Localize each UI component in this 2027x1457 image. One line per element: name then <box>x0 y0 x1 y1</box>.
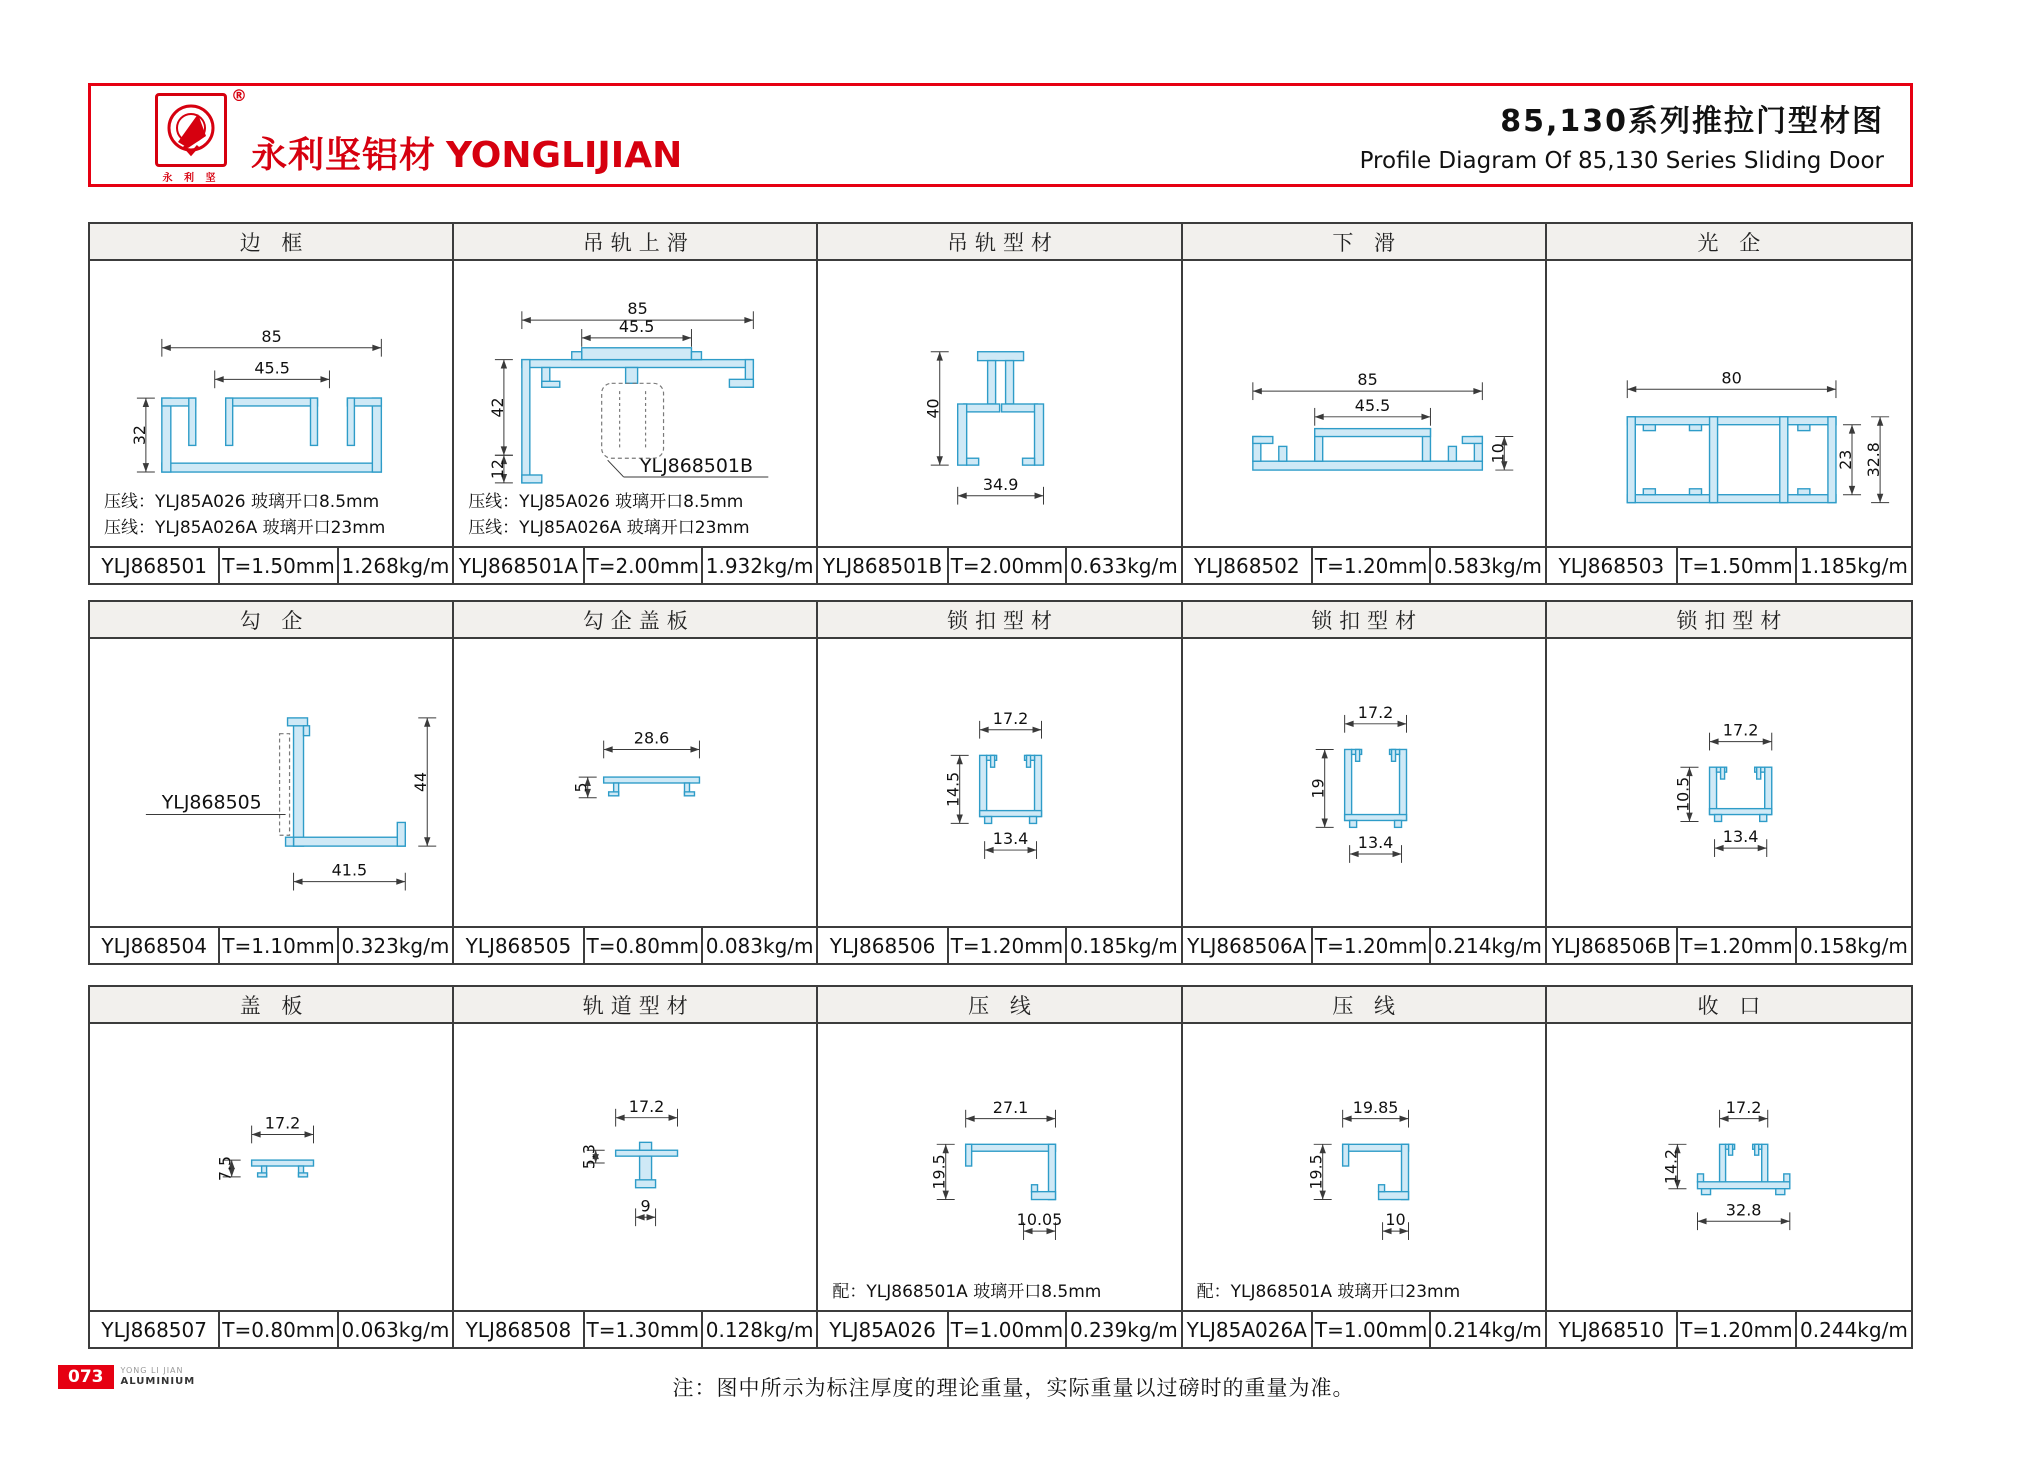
profile-shape <box>1252 429 1481 470</box>
profile-drawing <box>1183 1024 1545 1310</box>
dim-height <box>924 352 949 465</box>
profile-title: 光 企 <box>1547 224 1911 261</box>
note-line: 压线：YLJ85A026 玻璃开口8.5mm <box>468 492 744 512</box>
profile-notes <box>832 1280 1101 1306</box>
dim-height <box>1308 749 1333 827</box>
weight: 0.583kg/m <box>1434 553 1542 578</box>
profile-drawing <box>1547 261 1911 546</box>
profile-spec-row <box>90 546 452 583</box>
part-label: YLJ868501B <box>640 456 754 478</box>
dim-width-inner <box>1349 833 1401 863</box>
dim-value: 34.9 <box>983 474 1019 494</box>
profile-drawing <box>1547 1024 1911 1310</box>
profile-drawing <box>1183 639 1545 926</box>
brand-name <box>251 127 682 178</box>
profile-cell <box>1547 224 1911 583</box>
profile-spec-row <box>1547 1310 1911 1347</box>
profile-spec-row <box>1547 546 1911 583</box>
dim-width-inner <box>1382 1210 1408 1240</box>
dim-width <box>980 709 1042 739</box>
dim-width-inner <box>582 317 692 347</box>
weight: 0.239kg/m <box>1069 1317 1178 1342</box>
profile-spec-row <box>454 546 816 583</box>
profile-diagram <box>90 1024 452 1310</box>
dim-height <box>572 777 597 798</box>
dim-value: 5.3 <box>579 1144 599 1170</box>
dim-value: 19.5 <box>930 1154 950 1190</box>
model-number: YLJ85A026A <box>1183 1312 1313 1347</box>
profile-diagram <box>90 261 452 546</box>
page-number: 073 <box>58 1365 114 1389</box>
profile-title: 勾 企 <box>90 602 452 639</box>
dim-value: 85 <box>1357 370 1378 390</box>
weight: 0.244kg/m <box>1800 1317 1908 1342</box>
model-number: YLJ868502 <box>1183 548 1313 583</box>
dim-width <box>1709 721 1771 751</box>
dim-value: 32.8 <box>1863 442 1883 478</box>
profile-shape <box>286 718 406 846</box>
dim-height2 <box>488 455 513 483</box>
profile-notes <box>1197 1280 1461 1306</box>
dim-width <box>958 475 1044 505</box>
profile-diagram <box>1183 1024 1545 1310</box>
profile-spec-row <box>818 926 1180 963</box>
profile-title: 锁扣型材 <box>1183 602 1545 639</box>
profile-table-row3 <box>88 985 1913 1349</box>
dim-value: 19.5 <box>1306 1154 1326 1190</box>
profile-title: 压 线 <box>818 987 1180 1024</box>
weight: 0.214kg/m <box>1434 1317 1542 1342</box>
profile-shape <box>1344 749 1406 827</box>
thickness: T=1.20mm <box>949 928 1067 963</box>
dim-width <box>1719 1098 1767 1128</box>
profile-diagram <box>818 261 1180 546</box>
profile-drawing <box>90 639 452 926</box>
profile-title: 压 线 <box>1183 987 1545 1024</box>
dim-width <box>252 1114 314 1144</box>
dim-width <box>294 861 406 891</box>
profile-drawing <box>818 261 1180 546</box>
profile-shape <box>1709 767 1771 821</box>
dim-value: 19.85 <box>1352 1097 1399 1117</box>
dim-value: 10.5 <box>1673 776 1693 812</box>
dim-value: 13.4 <box>1722 827 1759 847</box>
note-line: 配：YLJ868501A 玻璃开口8.5mm <box>832 1281 1102 1302</box>
profile-spec-row <box>1183 1310 1545 1347</box>
profile-cell <box>818 224 1182 583</box>
weight: 0.128kg/m <box>705 1317 814 1342</box>
dim-value: 42 <box>487 397 508 418</box>
weight: 1.932kg/m <box>705 553 814 578</box>
dim-width-inner <box>636 1196 656 1226</box>
badge-brand-line: YONG LI JIAN <box>120 1366 184 1376</box>
model-number: YLJ868507 <box>90 1312 220 1347</box>
dim-value: 9 <box>640 1196 651 1216</box>
dim-value: 14.5 <box>943 771 964 807</box>
weight: 0.323kg/m <box>341 933 450 958</box>
profile-spec-row <box>1547 926 1911 963</box>
profile-cell <box>90 224 454 583</box>
dim-value: 17.2 <box>1725 1097 1762 1117</box>
weight: 1.268kg/m <box>341 553 450 578</box>
dim-width-inner <box>985 829 1037 859</box>
profile-shape <box>616 1142 678 1187</box>
model-number: YLJ868503 <box>1547 548 1678 583</box>
dim-value: 10 <box>1384 1210 1406 1230</box>
thickness: T=1.20mm <box>1678 1312 1797 1347</box>
model-number: YLJ85A026 <box>818 1312 948 1347</box>
profile-spec-row <box>1183 546 1545 583</box>
profile-title: 边 框 <box>90 224 452 261</box>
profile-diagram <box>1183 639 1545 926</box>
profile-cell <box>454 602 818 963</box>
thickness: T=2.00mm <box>585 548 703 583</box>
weight: 1.185kg/m <box>1800 553 1908 578</box>
profile-drawing <box>1183 261 1545 546</box>
registered-mark: ® <box>231 86 247 105</box>
dim-value: 17.2 <box>1357 702 1393 722</box>
profile-drawing <box>818 639 1180 926</box>
dim-height <box>580 1144 605 1169</box>
profile-shape <box>958 352 1044 465</box>
profile-diagram <box>454 261 816 546</box>
part-label: YLJ868505 <box>161 792 262 814</box>
thickness: T=1.20mm <box>1313 548 1431 583</box>
brand-name-cn: 永利坚铝材 <box>251 135 437 176</box>
model-number: YLJ868510 <box>1547 1312 1678 1347</box>
profile-table-row1 <box>88 222 1913 585</box>
dim-width <box>604 729 700 759</box>
dim-width <box>616 1097 678 1127</box>
dim-height <box>1488 437 1513 471</box>
brand-logo-caption: 永 利 坚 <box>162 173 220 184</box>
profile-shape <box>1627 417 1836 503</box>
profile-spec-row <box>1183 926 1545 963</box>
weight: 0.083kg/m <box>705 933 814 958</box>
profile-cell <box>818 987 1182 1347</box>
dim-height <box>1673 767 1698 821</box>
profile-diagram <box>818 639 1180 926</box>
profile-drawing <box>454 639 816 926</box>
profile-title: 吊轨型材 <box>818 224 1180 261</box>
profile-drawing <box>454 1024 816 1310</box>
thickness: T=2.00mm <box>949 548 1067 583</box>
dim-width <box>1627 368 1836 398</box>
note-line: 压线：YLJ85A026A 玻璃开口23mm <box>104 517 386 538</box>
profile-cell <box>818 602 1182 963</box>
model-number: YLJ868501B <box>818 548 948 583</box>
profile-cell <box>1183 224 1547 583</box>
thickness: T=0.80mm <box>585 928 703 963</box>
profile-title: 盖 板 <box>90 987 452 1024</box>
thickness: T=1.50mm <box>1678 548 1797 583</box>
profile-shape <box>1342 1144 1408 1199</box>
weight: 0.158kg/m <box>1800 933 1908 958</box>
profile-cell <box>1547 987 1911 1347</box>
note-line: 压线：YLJ85A026 玻璃开口8.5mm <box>104 492 380 512</box>
profile-title: 锁扣型材 <box>818 602 1180 639</box>
dim-height <box>488 360 513 456</box>
profile-diagram <box>818 1024 1180 1310</box>
thickness: T=1.00mm <box>1313 1312 1431 1347</box>
dim-width <box>1342 1098 1408 1128</box>
profile-cell <box>454 987 818 1347</box>
dim-value: 17.2 <box>993 708 1029 728</box>
weight: 0.063kg/m <box>341 1317 450 1342</box>
profile-cell <box>1183 602 1547 963</box>
model-number: YLJ868508 <box>454 1312 584 1347</box>
dim-height <box>216 1156 241 1181</box>
thickness: T=1.50mm <box>220 548 338 583</box>
dim-height <box>130 398 155 472</box>
dim-value: 28.6 <box>633 728 670 748</box>
profile-shape <box>162 398 382 472</box>
dim-value: 10 <box>1487 443 1507 464</box>
thickness: T=1.00mm <box>949 1312 1067 1347</box>
weight: 0.214kg/m <box>1434 933 1542 958</box>
weight: 0.633kg/m <box>1069 553 1178 578</box>
model-number: YLJ868501 <box>90 548 220 583</box>
dim-width-inner <box>215 359 330 389</box>
roller-dashed <box>602 383 664 458</box>
profile-cell <box>1547 602 1911 963</box>
dim-value: 32.8 <box>1725 1200 1762 1220</box>
weight: 0.185kg/m <box>1069 933 1178 958</box>
dim-value: 45.5 <box>254 358 290 378</box>
profile-title: 勾企盖板 <box>454 602 816 639</box>
dim-value: 19 <box>1308 778 1328 799</box>
page-badge <box>58 1365 195 1389</box>
profile-drawing <box>1547 639 1911 926</box>
profile-spec-row <box>454 1310 816 1347</box>
dim-value: 44 <box>411 771 431 793</box>
page-title-cn: 85,130系列推拉门型材图 <box>1500 104 1884 139</box>
dim-height <box>930 1144 955 1199</box>
page-title-group <box>1360 96 1884 174</box>
brand-logo-icon <box>155 93 227 167</box>
profile-diagram <box>454 1024 816 1310</box>
bottom-note: 注：图中所示为标注厚度的理论重量，实际重量以过磅时的重量为准。 <box>672 1376 1355 1400</box>
profile-spec-row <box>90 926 452 963</box>
dim-width-inner <box>1714 827 1766 857</box>
dim-value: 80 <box>1721 368 1742 388</box>
profile-spec-row <box>818 546 1180 583</box>
profile-title: 收 口 <box>1547 987 1911 1024</box>
dim-width-inner <box>1017 1210 1063 1240</box>
dim-value: 85 <box>627 299 648 319</box>
profile-cell <box>454 224 818 583</box>
profile-cell <box>90 987 454 1347</box>
profile-diagram <box>1547 261 1911 546</box>
dim-value: 17.2 <box>629 1096 665 1116</box>
profile-title: 下 滑 <box>1183 224 1545 261</box>
profile-diagram <box>1547 1024 1911 1310</box>
note-line: 压线：YLJ85A026A 玻璃开口23mm <box>468 517 750 538</box>
dim-width <box>162 327 382 357</box>
dim-width <box>966 1098 1056 1128</box>
dim-value: 27.1 <box>993 1097 1029 1117</box>
model-number: YLJ868506A <box>1183 928 1313 963</box>
dim-value: 13.4 <box>1357 833 1393 853</box>
model-number: YLJ868501A <box>454 548 584 583</box>
profile-diagram <box>454 639 816 926</box>
profile-spec-row <box>454 926 816 963</box>
dim-value: 40 <box>924 398 944 419</box>
thickness: T=1.20mm <box>1313 928 1431 963</box>
dim-height <box>1864 417 1889 503</box>
model-number: YLJ868506B <box>1547 928 1678 963</box>
profile-drawing <box>90 1024 452 1310</box>
brand-name-en: YONGLIJIAN <box>446 135 683 176</box>
badge-text <box>121 1366 196 1388</box>
thickness: T=0.80mm <box>220 1312 338 1347</box>
profile-shape <box>980 755 1042 823</box>
page-title-en: Profile Diagram Of 85,130 Series Sliding Door <box>1359 148 1884 174</box>
thickness: T=1.20mm <box>1678 928 1797 963</box>
dim-value: 45.5 <box>1354 395 1390 415</box>
profile-cell <box>90 602 454 963</box>
model-number: YLJ868505 <box>454 928 584 963</box>
dim-value: 85 <box>261 326 282 346</box>
profile-shape <box>1697 1144 1789 1194</box>
dim-width-inner <box>1314 396 1430 426</box>
profile-diagram <box>1547 639 1911 926</box>
profile-title: 轨道型材 <box>454 987 816 1024</box>
profile-shape <box>604 777 700 796</box>
dim-value: 7.5 <box>215 1155 235 1182</box>
profile-diagram <box>1183 261 1545 546</box>
profile-spec-row <box>818 1310 1180 1347</box>
profile-title: 吊轨上滑 <box>454 224 816 261</box>
thickness: T=1.10mm <box>220 928 338 963</box>
profile-diagram <box>90 639 452 926</box>
dim-value: 17.2 <box>1722 720 1759 740</box>
profile-spec-row <box>90 1310 452 1347</box>
thickness: T=1.30mm <box>585 1312 703 1347</box>
dim-value: 13.4 <box>993 829 1029 849</box>
dim-height <box>1306 1144 1331 1199</box>
page-header <box>88 83 1913 187</box>
dim-height-inner <box>1836 425 1861 495</box>
dim-width-inner <box>1697 1200 1789 1230</box>
dim-width <box>1344 703 1406 733</box>
dim-value: 10.05 <box>1017 1210 1063 1230</box>
dim-value: 45.5 <box>619 317 655 336</box>
dim-height <box>411 718 436 846</box>
note-line: 配：YLJ868501A 玻璃开口23mm <box>1196 1281 1461 1302</box>
dim-value: 23 <box>1835 449 1855 470</box>
gasket-dashed <box>280 734 290 836</box>
dim-height <box>1661 1144 1686 1188</box>
profile-cell <box>1183 987 1547 1347</box>
dim-height <box>944 755 969 823</box>
profile-notes <box>104 490 385 541</box>
dim-value: 32 <box>129 425 149 446</box>
profile-title: 锁扣型材 <box>1547 602 1911 639</box>
badge-aluminium-line: ALUMINIUM <box>120 1375 196 1387</box>
profile-table-row2 <box>88 600 1913 965</box>
profile-notes <box>468 490 749 541</box>
dim-value: 41.5 <box>331 860 368 880</box>
profile-drawing <box>818 1024 1180 1310</box>
model-number: YLJ868506 <box>818 928 948 963</box>
dim-value: 5 <box>571 782 591 793</box>
model-number: YLJ868504 <box>90 928 220 963</box>
profile-shape <box>966 1144 1056 1199</box>
dim-value: 14.2 <box>1661 1148 1681 1185</box>
profile-shape <box>252 1160 314 1177</box>
dim-value: 12 <box>487 459 508 480</box>
dim-value: 17.2 <box>264 1113 301 1133</box>
